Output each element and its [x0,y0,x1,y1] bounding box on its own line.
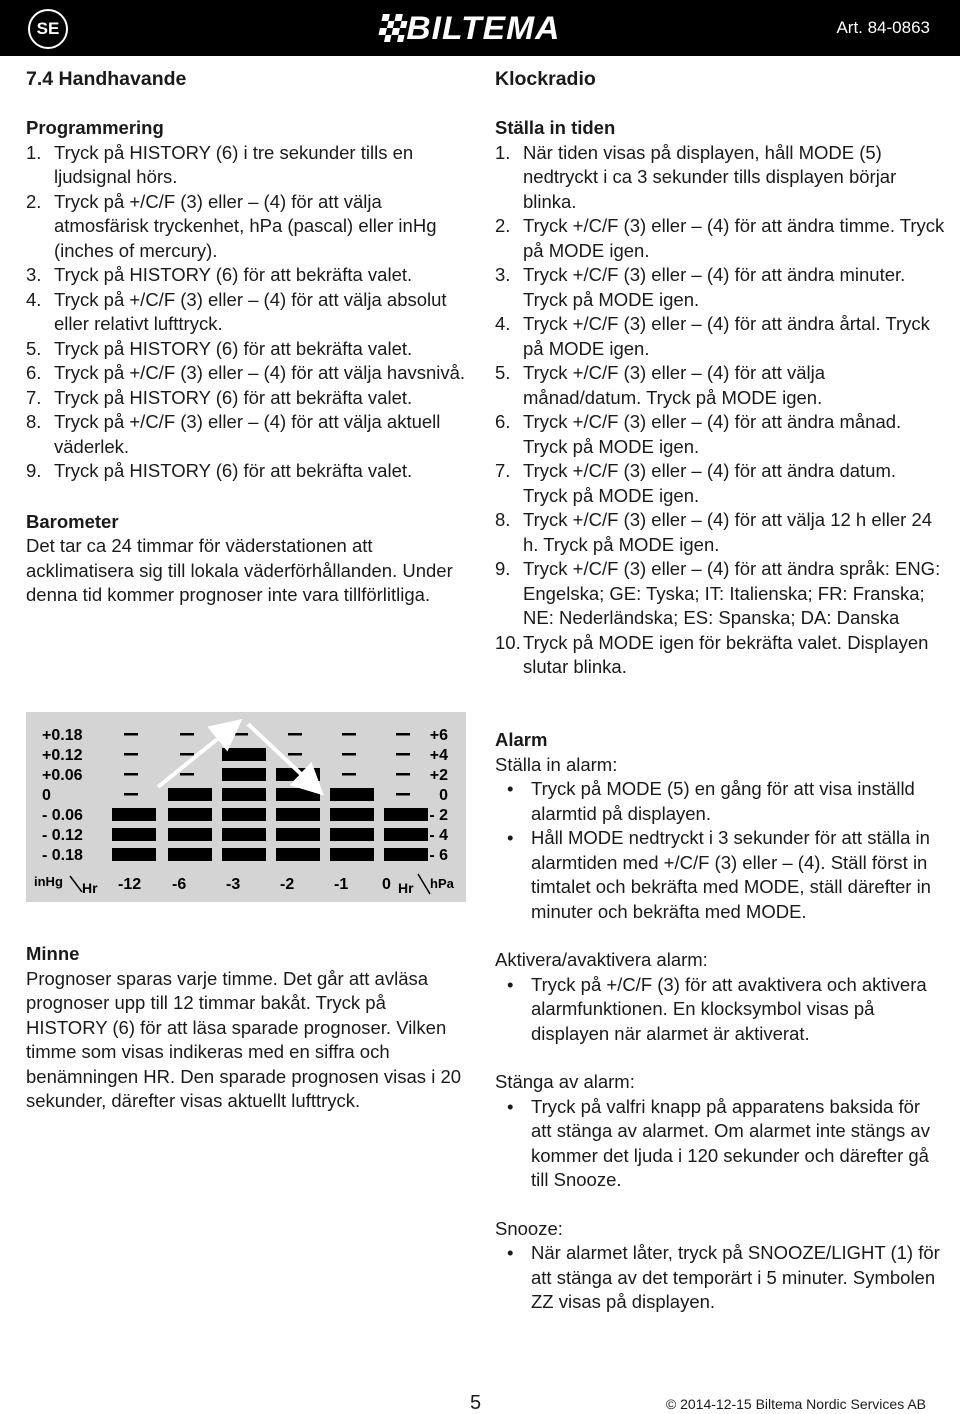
step-text: Tryck på HISTORY (6) för att bekräfta valet. [54,460,413,481]
snooze-list [495,1241,945,1315]
barometer-text: Det tar ca 24 timmar för väderstationen att acklimatisera sig till lokala väderförhållanden. Under denna tid kommer prognoser inte vara tillförlitliga. [26,535,453,605]
step-text: Tryck på +/C/F (3) eller – (4) för att välja havsnivå. [54,362,466,383]
clock-radio-title: Klockradio [495,68,596,90]
axis-tick-label: +6 [429,727,448,744]
snooze-label: Snooze: [495,1217,563,1239]
alarm-set-label: Ställa in alarm: [495,753,618,775]
step-number: 9. [26,460,42,481]
step-item [495,214,945,263]
step-number: 2. [26,190,42,212]
bar-dash [396,733,410,736]
step-number: 5. [26,337,42,359]
step-item [495,141,945,215]
axis-tick-label: -12 [118,876,142,893]
bar-segment [330,788,374,801]
axis-tick-label: - 0.18 [42,847,83,864]
brand-name: BILTEMA [406,10,561,46]
bar-dash [396,773,410,776]
bar-dash [288,753,302,756]
axis-tick-label: +4 [429,747,448,764]
bar-segment [222,788,266,801]
axis-tick-label: -2 [280,876,295,893]
bar-segment [384,828,428,841]
bar-segment [222,828,266,841]
step-number: 10. [495,631,521,653]
memory-text: Prognoser sparas varje timme. Det går att avläsa prognoser upp till 12 timmar bakåt. Tryck på HISTORY (6) för att läsa sparade prognoser. Vilken timme som visas indikeras med en siffra och benämningen HR. Den sparade prognosen visas i 20 sekunder, därefter visas aktuellt lufttryck. [26,967,462,1111]
memory-heading: Minne [26,943,80,964]
step-text: Tryck +/C/F (3) eller – (4) för att välja månad/datum. Tryck på MODE igen. [523,362,826,408]
step-text: Tryck på +/C/F (3) eller – (4) för att välja atmosfärisk tryckenhet, hPa (pascal) eller inHg (inches of mercury). [54,190,437,261]
barometer-chart [26,712,466,902]
alarm-off-list [495,1095,945,1193]
bullet-item: • Tryck på valfri knapp på apparatens baksida för att stänga av alarmet. Om alarmet inte stängs av kommer det ljuda i 120 sekunder och därefter gå till Snooze. [495,1095,945,1193]
step-text: Tryck på HISTORY (6) för att bekräfta valet. [54,264,413,285]
step-item [495,312,945,361]
axis-tick-label: -6 [172,876,187,893]
step-item [26,386,466,411]
step-item [26,337,466,362]
step-number: 7. [26,386,42,408]
right-column [495,66,945,680]
bar-dash [124,753,138,756]
bullet-item: • När alarmet låter, tryck på SNOOZE/LIGHT (1) för att stänga av det temporärt i 5 minuter. Symbolen ZZ visas på displayen. [495,1241,945,1315]
step-item [26,361,466,386]
axis-tick-label: +0.06 [42,767,83,784]
axis-tick-label: -1 [334,876,349,893]
step-number: 1. [495,141,511,163]
set-time-steps [495,141,945,680]
step-text: Tryck på HISTORY (6) i tre sekunder tills en ljudsignal hörs. [54,141,414,187]
step-text: Tryck på +/C/F (3) eller – (4) för att välja aktuell väderlek. [54,411,441,457]
bar-dash [180,733,194,736]
bar-segment [330,808,374,821]
step-text: Tryck på HISTORY (6) för att bekräfta valet. [54,337,413,359]
alarm-section [495,728,945,1315]
bullet-item: • Håll MODE nedtryckt i 3 sekunder för att ställa in alarmtiden med +/C/F (3) eller – (4). Ställ först in timtalet och bekräfta med MODE, ställ därefter in minuter och bekräfta med MODE. [495,826,945,924]
page-header [0,0,960,56]
step-item [26,141,466,190]
axis-tick-label: +2 [429,767,448,784]
bar-segment [168,828,212,841]
axis-tick-label: 0 [42,787,51,804]
step-number: 7. [495,460,511,481]
bar-dash [180,773,194,776]
alarm-toggle-label: Aktivera/avaktivera alarm: [495,949,708,970]
bar-segment [384,848,428,861]
bar-dash [180,753,194,756]
bar-dash [124,733,138,736]
bar-segment [276,828,320,841]
step-text: Tryck +/C/F (3) eller – (4) för att ändra datum. Tryck på MODE igen. [523,460,897,506]
bar-segment [222,808,266,821]
left-column [26,66,466,608]
bullet-item: • Tryck på +/C/F (3) för att avaktivera och aktivera alarmfunktionen. En klocksymbol visas på displayen när alarmet är aktiverat. [495,973,945,1047]
axis-tick-label: 0 [439,787,448,804]
axis-tick-label: - 4 [429,827,448,844]
axis-tick-label: - 0.06 [42,807,83,824]
axis-tick-label: - 0.12 [42,827,83,844]
step-number: 1. [26,141,42,163]
set-time-heading: Ställa in tiden [495,117,616,138]
step-number: 4. [495,313,511,334]
axis-tick-label: +0.18 [42,727,83,744]
bar-dash [396,753,410,756]
step-item [495,557,945,631]
bar-segment [112,828,156,841]
bar-segment [168,788,212,801]
bar-dash [234,733,248,736]
checkered-flag-icon [377,14,409,42]
bar-dash [396,793,410,796]
step-text: Tryck +/C/F (3) eller – (4) för att ändra timme. Tryck på MODE igen. [523,215,945,261]
barometer-heading: Barometer [26,510,119,532]
step-item [495,263,945,312]
language-badge: SE [28,9,68,49]
axis-tick-label: - 2 [429,807,448,824]
bar-dash [124,793,138,796]
bar-segment [276,788,320,801]
article-number: Art. 84-0863 [836,18,930,37]
alarm-off-label: Stänga av alarm: [495,1071,635,1092]
bar-dash [124,773,138,776]
bar-segment [276,808,320,821]
bar-segment [112,848,156,861]
step-text: Tryck +/C/F (3) eller – (4) för att ändra språk: ENG: Engelska; GE: Tyska; IT: Italienska; FR: Franska; NE: Nederländska; ES: Spanska; DA: Danska [523,558,941,628]
step-item [495,459,945,508]
step-number: 3. [495,264,511,285]
step-number: 3. [26,264,42,285]
bullet-item: • Tryck på MODE (5) en gång för att visa inställd alarmtid på displayen. [495,777,945,826]
alarm-heading: Alarm [495,729,548,750]
step-number: 4. [26,288,42,310]
bar-segment [222,768,266,781]
step-item [26,263,466,288]
bar-segment [168,848,212,861]
bar-dash [342,773,356,776]
bar-segment [330,828,374,841]
unit-inhg: inHg [34,874,63,889]
alarm-set-list [495,777,945,924]
step-text: När tiden visas på displayen, håll MODE (5) nedtryckt i ca 3 sekunder tills displayen börjar blinka. [523,141,897,212]
step-item [26,459,466,484]
step-number: 9. [495,558,511,579]
step-text: Tryck på HISTORY (6) för att bekräfta valet. [54,386,413,408]
step-number: 2. [495,215,511,236]
memory-section [26,942,466,1114]
bar-dash [288,733,302,736]
bar-segment [222,848,266,861]
step-item [495,361,945,410]
page-number: 5 [470,1392,482,1414]
brand-logo [380,10,561,46]
step-item [26,288,466,337]
section-title: 7.4 Handhavande [26,68,187,90]
bar-segment [222,748,266,761]
step-text: Tryck +/C/F (3) eller – (4) för att ändra årtal. Tryck på MODE igen. [523,313,930,359]
step-item [495,631,945,680]
unit-hpa: hPa [430,876,454,891]
programming-heading: Programmering [26,117,164,138]
bar-segment [112,808,156,821]
unit-hr-right: Hr [398,880,414,896]
axis-tick-label: 0 [382,876,391,893]
bar-dash [342,733,356,736]
axis-tick-label: -3 [226,876,241,893]
step-item [26,190,466,264]
step-text: Tryck +/C/F (3) eller – (4) för att ändra månad. Tryck på MODE igen. [523,411,902,457]
axis-tick-label: - 6 [429,847,448,864]
step-item [495,410,945,459]
bar-dash [342,753,356,756]
barometer-history-diagram [26,712,466,902]
step-number: 8. [495,509,511,530]
programming-steps [26,141,466,484]
unit-hr-left: Hr [82,880,98,896]
alarm-toggle-list [495,973,945,1047]
axis-tick-label: +0.12 [42,747,83,764]
bar-segment [276,848,320,861]
step-text: Tryck på +/C/F (3) eller – (4) för att välja absolut eller relativt lufttryck. [54,288,447,334]
step-item [26,410,466,459]
copyright: © 2014-12-15 Biltema Nordic Services AB [665,1396,926,1412]
step-number: 6. [26,362,42,383]
step-number: 6. [495,411,511,432]
bar-segment [384,808,428,821]
step-number: 8. [26,411,42,432]
bar-segment [330,848,374,861]
bar-segment [168,808,212,821]
step-text: Tryck +/C/F (3) eller – (4) för att ändra minuter. Tryck på MODE igen. [523,264,906,310]
step-number: 5. [495,362,511,383]
step-text: Tryck +/C/F (3) eller – (4) för att välja 12 h eller 24 h. Tryck på MODE igen. [523,509,933,555]
step-text: Tryck på MODE igen för bekräfta valet. Displayen slutar blinka. [523,631,929,677]
step-item [495,508,945,557]
